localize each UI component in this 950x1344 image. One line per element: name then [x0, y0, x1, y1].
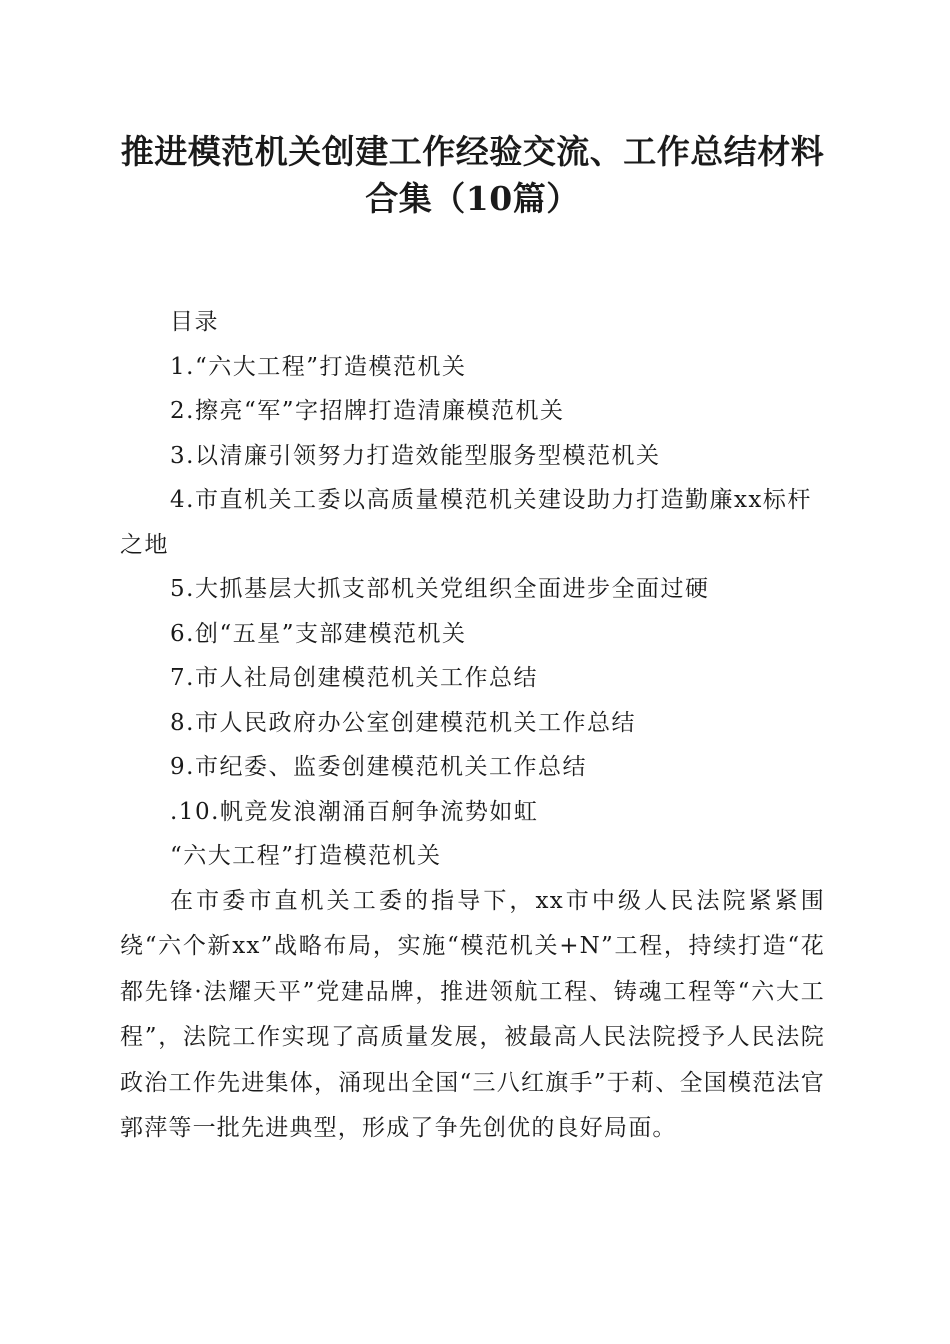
- toc-item: 7.市人社局创建模范机关工作总结: [170, 665, 538, 691]
- toc-item: 8.市人民政府办公室创建模范机关工作总结: [170, 709, 636, 736]
- document-title: 推进模范机关创建工作经验交流、工作总结材料合集（10篇）: [120, 132, 825, 218]
- toc-item: .10.帆竞发浪潮涌百舸争流势如虹: [170, 798, 539, 825]
- table-of-contents: [120, 300, 825, 879]
- section-heading: “六大工程”打造模范机关: [170, 843, 442, 869]
- toc-item: 1.“六大工程”打造模范机关: [170, 353, 467, 380]
- body-paragraph: 在市委市直机关工委的指导下，xx市中级人民法院紧紧围绕“六个新xx”战略布局，实施“模范机关+N”工程，持续打造“花都先锋·法耀天平”党建品牌，推进领航工程、铸魂工程等“六大工程”，法院工作实现了高质量发展，被最高人民法院授予人民法院政治工作先进集体，涌现出全国“三八红旗手”于莉、全国模范法官郭萍等一批先进典型，形成了争先创优的良好局面。: [120, 887, 825, 1141]
- toc-item: 5.大抓基层大抓支部机关党组织全面进步全面过硬: [170, 576, 710, 602]
- toc-item: 4.市直机关工委以高质量模范机关建设助力打造勤廉xx标杆之地: [120, 487, 812, 558]
- toc-item: 9.市纪委、监委创建模范机关工作总结: [170, 754, 587, 780]
- document-page: [120, 128, 825, 1152]
- toc-item: 3.以清廉引领努力打造效能型服务型模范机关: [170, 442, 661, 469]
- toc-item: 2.擦亮“军”字招牌打造清廉模范机关: [170, 398, 565, 424]
- toc-heading: 目录: [170, 309, 219, 335]
- toc-item: 6.创“五星”支部建模范机关: [170, 620, 467, 647]
